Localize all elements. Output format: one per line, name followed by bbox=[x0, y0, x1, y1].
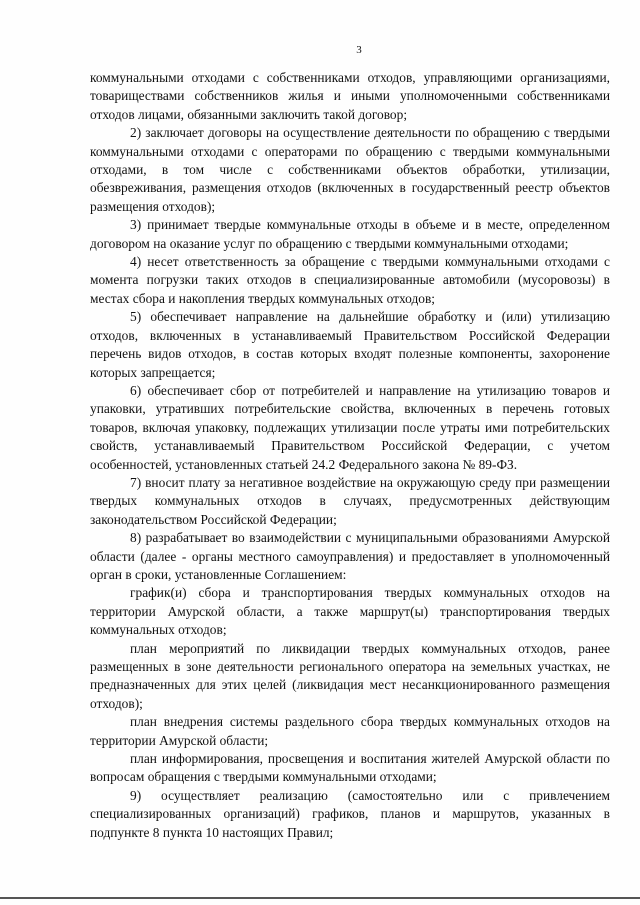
paragraph-separate-collection-plan: план внедрения системы раздельного сбора твердых коммунальных отходов на территории Амурской области; bbox=[90, 714, 610, 748]
paragraph-item-7: 7) вносит плату за негативное воздействие на окружающую среду при размещении твердых коммунальных отходов в случаях, предусмотренных действующим законодательством Российской Федерации; bbox=[90, 474, 610, 527]
paragraph-item-2: 2) заключает договоры на осуществление деятельности по обращению с твердыми коммунальными отходами с операторами по обращению с твердыми коммунальными отходами, в том числе с собственниками объектов обработки, утилизации, обезвреживания, размещения отходов (включенных в государственный реестр объектов размещения отходов); bbox=[90, 125, 610, 214]
paragraph-item-6: 6) обеспечивает сбор от потребителей и направление на утилизацию товаров и упаковки, утративших потребительские свойства, включенных в перечень готовых товаров, включая упаковку, подлежащих утилизации после утраты ими потребительских свойств, устанавливаемый Правительством Российской Федерации, с учетом особенностей, установленных статьей 24.2 Федерального закона № 89-ФЗ. bbox=[90, 382, 610, 472]
paragraph-continuation: коммунальными отходами с собственниками отходов, управляющими организациями, товариществами собственников жилья и иными уполномоченными собственниками отходов лицами, обязанными заключить такой договор; bbox=[90, 70, 610, 122]
paragraph-liquidation-plan: план мероприятий по ликвидации твердых коммунальных отходов, ранее размещенных в зоне деятельности регионального оператора на земельных участках, не предназначенных для этих целей (ликвидация мест несанкционированного размещения отходов); bbox=[90, 640, 610, 711]
paragraph-item-3: 3) принимает твердые коммунальные отходы в объеме и в месте, определенном договором на оказание услуг по обращению с твердыми коммунальными отходами; bbox=[90, 217, 610, 251]
paragraph-item-8: 8) разрабатывает во взаимодействии с муниципальными образованиями Амурской области (далее - органы местного самоуправления) и предоставляет в уполномоченный орган в сроки, установленные Соглашением: bbox=[90, 530, 610, 582]
paragraph-item-5: 5) обеспечивает направление на дальнейшие обработку и (или) утилизацию отходов, включенных в устанавливаемый Правительством Российской Федерации перечень видов отходов, в состав которых входят полезные компоненты, захоронение которых запрещается; bbox=[90, 309, 610, 380]
document-body bbox=[90, 69, 610, 842]
paragraph-information-plan: план информирования, просвещения и воспитания жителей Амурской области по вопросам обращения с твердыми коммунальными отходами; bbox=[90, 751, 610, 785]
scan-edge-line bbox=[0, 897, 640, 899]
page-number: 3 bbox=[356, 44, 362, 56]
paragraph-item-4: 4) несет ответственность за обращение с твердыми коммунальными отходами с момента погрузки таких отходов в специализированные автомобили (мусоровозы) в местах сбора и накопления твердых коммунальных отходов; bbox=[90, 254, 610, 306]
paragraph-item-9: 9) осуществляет реализацию (самостоятельно или с привлечением специализированных организаций) графиков, планов и маршрутов, указанных в подпункте 8 пункта 10 настоящих Правил; bbox=[90, 787, 610, 840]
paragraph-schedule: график(и) сбора и транспортирования твердых коммунальных отходов на территории Амурской области, а также маршрут(ы) транспортирования твердых коммунальных отходов; bbox=[90, 585, 610, 638]
